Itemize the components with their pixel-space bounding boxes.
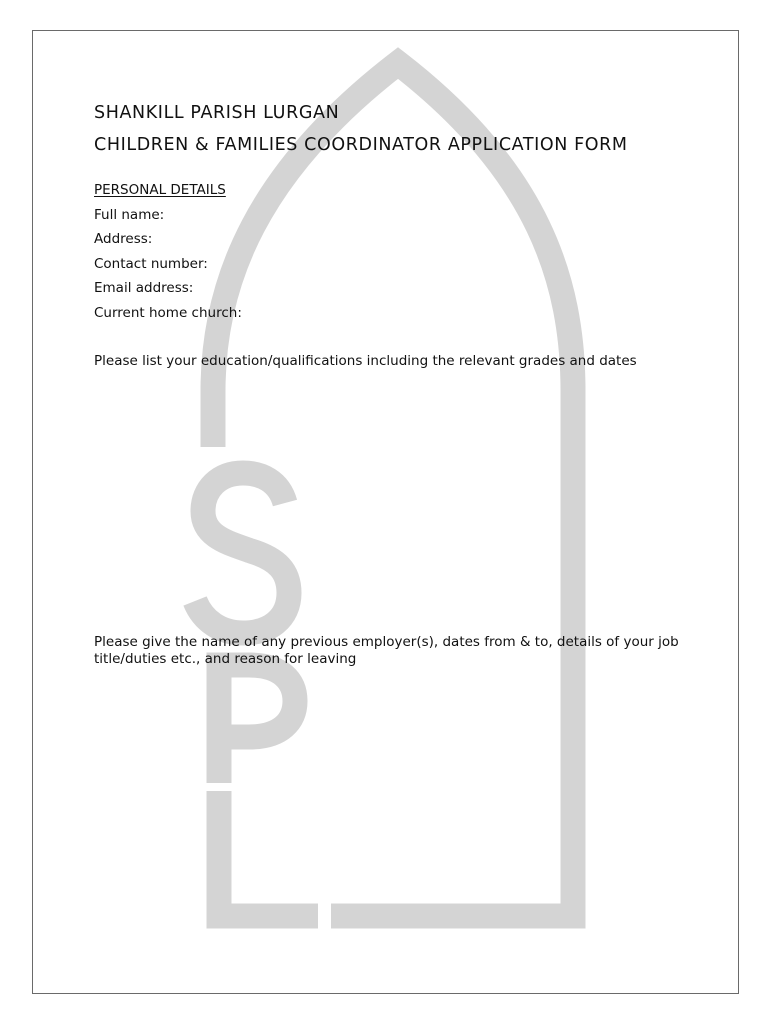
employment-prompt: Please give the name of any previous employer(s), dates from & to, details of your job title/duties etc., and reason for leaving <box>94 634 679 667</box>
personal-details-heading: PERSONAL DETAILS <box>94 182 226 198</box>
email-address-label: Email address: <box>94 280 194 297</box>
form-content <box>94 97 698 370</box>
watermark-letter-l <box>219 791 318 916</box>
full-name-label: Full name: <box>94 206 165 223</box>
application-form-page <box>32 30 739 994</box>
watermark-letter-p <box>219 665 295 783</box>
form-title-line-1: SHANKILL PARISH LURGAN <box>94 103 340 123</box>
contact-number-label: Contact number: <box>94 255 208 272</box>
watermark-letter-s <box>195 473 289 633</box>
address-label: Address: <box>94 231 153 248</box>
form-title-line-2: CHILDREN & FAMILIES COORDINATOR APPLICATION FORM <box>94 135 628 155</box>
home-church-label: Current home church: <box>94 304 242 321</box>
education-prompt: Please list your education/qualifications including the relevant grades and dates <box>94 353 637 370</box>
